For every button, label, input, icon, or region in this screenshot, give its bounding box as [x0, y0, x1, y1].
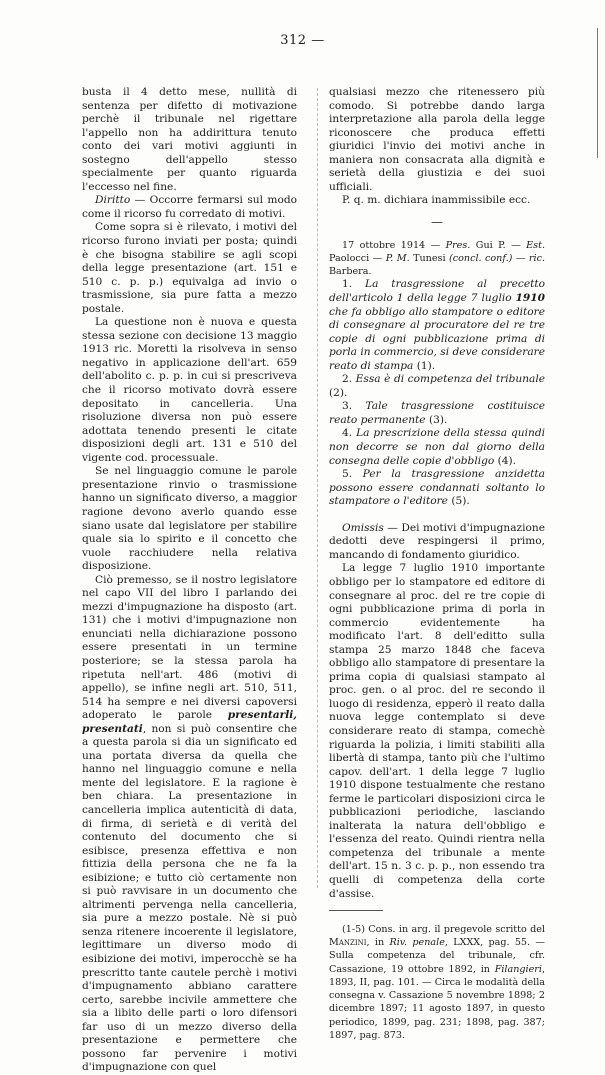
footnote-rule [329, 910, 383, 911]
paragraph: La legge 7 luglio 1910 importante obbligo per lo stampatore ed editore di consegnare al proc. del re tre copie di ogni pubblicazione prima di porla in commercio evidentemente ha modificato l'art. 8 dell'editto sulla stampa 25 marzo 1848 che faceva obbligo allo stampatore di presentare la prima copia di qualsiasi stampato al proc. gen. o al proc. del re secondo il luogo di residenza, epperò il reato dalla nuova legge contemplato si deve considerare reato di stampa, comechè riguarda la polizia, i limiti stabiliti alla libertà di stampa, tanto più che l'ultimo capov. dell'art. 1 della legge 7 luglio 1910 dispone testualmente che restano ferme le particolari disposizioni circa le pubblicazioni periodiche, lasciando inalterata la natura dell'obbligo e l'essenza del reato. Quindi rientra nella competenza del tribunale a mente dell'art. 15 n. 3 c. p. p., non essendo tra quelli di competenza della corte d'assise. [329, 562, 545, 900]
author-name: Manzini [329, 937, 367, 949]
maxim-item: 1. La trasgressione al precetto dell'articolo 1 della legge 7 luglio 1910 che fa obbligo allo stampatore o editore di consegnare al procuratore del re tre copie di ogni pubblicazione prima di porla in commercio, si deve considerare reato di stampa (1). [329, 278, 545, 372]
section-label-diritto: Diritto [95, 194, 131, 207]
case-header: 17 ottobre 1914 — Pres. Gui P. — Est. Paolocci — P. M. Tunesi (concl. conf.) — ric. Barbera. [329, 240, 545, 278]
maxim-item: 4. La prescrizione della stessa quindi non decorre se non dal giorno della consegna delle copie d'obbligo (4). [329, 427, 545, 467]
omissis-label: Omissis [342, 521, 384, 534]
column-divider [317, 88, 319, 888]
paragraph: Se nel linguaggio comune le parole presentazione rinvio o trasmissione hanno un significato diverso, a maggior ragione devono averlo quando esse siano usate dal legislatore per stabilire quale sia lo spirito e il concetto che vuole racchiudere nella relativa disposizione. [82, 465, 297, 573]
maxim-item: 5. Per la trasgressione anzidetta possono essere condannati soltanto lo stampatore o l'editore (5). [329, 468, 545, 508]
right-column [329, 86, 545, 1042]
journal-title: Filangieri [494, 963, 542, 975]
footnote-ref: (3). [425, 413, 448, 426]
page-edge-line [597, 28, 598, 158]
dispositive: P. q. m. dichiara inammissibile ecc. [342, 194, 531, 207]
footnote-ref: (5). [447, 495, 470, 508]
maxim-item: 3. Tale trasgressione costituisce reato permanente (3). [329, 400, 545, 426]
paragraph-facts-end: busta il 4 detto mese, nullità di sentenza per difetto di motivazione perchè il tribunale nel rigettare l'appello non ha addirittura tenuto conto dei vari motivi aggiunti in sostegno dell'appello stesso specialmente per quanto riguarda l'eccesso nel fine. [82, 86, 297, 193]
paragraph: La questione non è nuova e questa stessa sezione con decisione 13 maggio 1913 ric. Moretti la risolveva in senso negativo in applicazione dell'art. 659 dell'abolito c. p. p. in cui si prescriveva che il ricorso motivato dovrà essere depositato in cancelleria. Una risoluzione diversa non può essere adottata tenendo presenti le citate disposizioni degli art. 131 e 510 del vigente cod. processuale. [82, 316, 297, 464]
paragraph: Come sopra si è rilevato, i motivi del ricorso furono inviati per posta; quindi è che bisogna stabilire se agli scopi della legge presentazione (art. 151 e 510 c. p. p.) equivalga ad invio o trasmissione, sia pure fatta a mezzo postale. [82, 221, 297, 315]
footnote-ref: (4). [494, 454, 517, 467]
footnote-ref: (2). [329, 386, 348, 399]
maxims-list [329, 278, 545, 508]
footnote-ref: (1). [413, 359, 436, 372]
left-column [82, 86, 297, 1075]
paragraph-omissis: Omissis — Dei motivi d'impugnazione dedotti deve respingersi il primo, mancando di fondamento giuridico. [329, 521, 545, 561]
section-separator: — [431, 214, 443, 229]
paragraph: Ciò premesso, se il nostro legislatore nel capo VII del libro I parlando dei mezzi d'impugnazione ha disposto (art. 131) che i motivi d'impugnazione non enunciati nella dichiarazione possono essere presentati in un termine posteriore; se la stessa parola ha ripetuta nell'art. 486 (motivi di appello), se infine negli art. 510, 511, 514 ha sempre e nei diversi capoversi adoperato le parole presentarli, presentati, non si può consentire che a questa parola si dia un significato ed una portata diversa da quella che hanno nel linguaggio comune e nella mente del legislatore. E la ragione è ben chiara. La presentazione in cancelleria implica autenticità di data, di firma, di serietà e di verità del contenuto del documento che si esibisce, presenza effettiva e non fittizia della persona che ne fa la esibizione; e tutto ciò certamente non si può ravvisare in un documento che altrimenti pervenga nella cancelleria, sia pure a mezzo postale. Nè si può senza ritenere incoerente il legislatore, legittimare un diverso modo di esibizione dei motivi, imperocchè se ha prescritto tante cautele perchè i motivi d'impugnamento abbiano carattere certo, sarebbe incivile ammettere che sia a libito delle parti o loro difensori far uso di un mezzo diverso della presentazione e permettere che possono far pervenire i motivi d'impugnazione con quel [82, 573, 297, 1074]
paragraph-continuation: qualsiasi mezzo che ritenessero più comodo. Si potrebbe dando larga interpretazione alla parola della legge riconoscere che produca effetti giuridici l'invio dei motivi anche in maniera non consacrata alla dignità e serietà della giustizia e dei suoi ufficiali. [329, 86, 545, 193]
paragraph-diritto: Diritto — Occorre fermarsi sul modo come il ricorso fu corredato di motivi. [82, 194, 297, 220]
page-number: 312 — [280, 33, 325, 48]
emphasized-terms: presentarli, presentati [82, 709, 297, 735]
footnote: (1-5) Cons. in arg. il pregevole scritto del Manzini, in Riv. penale, LXXX, pag. 55. — Sulla competenza del tribunale, cfr. Cassazione, 19 ottobre 1892, in Filangieri, 1893, II, pag. 101. — Circa le modalità della consegna v. Cassazione 5 novembre 1898; 2 dicembre 1897; 11 agosto 1897, in questo periodico, 1899, pag. 231; 1898, pag. 387; 1897, pag. 873. [329, 924, 545, 1041]
maxim-item: 2. Essa è di competenza del tribunale (2). [329, 373, 545, 399]
journal-title: Riv. penale [389, 937, 445, 949]
